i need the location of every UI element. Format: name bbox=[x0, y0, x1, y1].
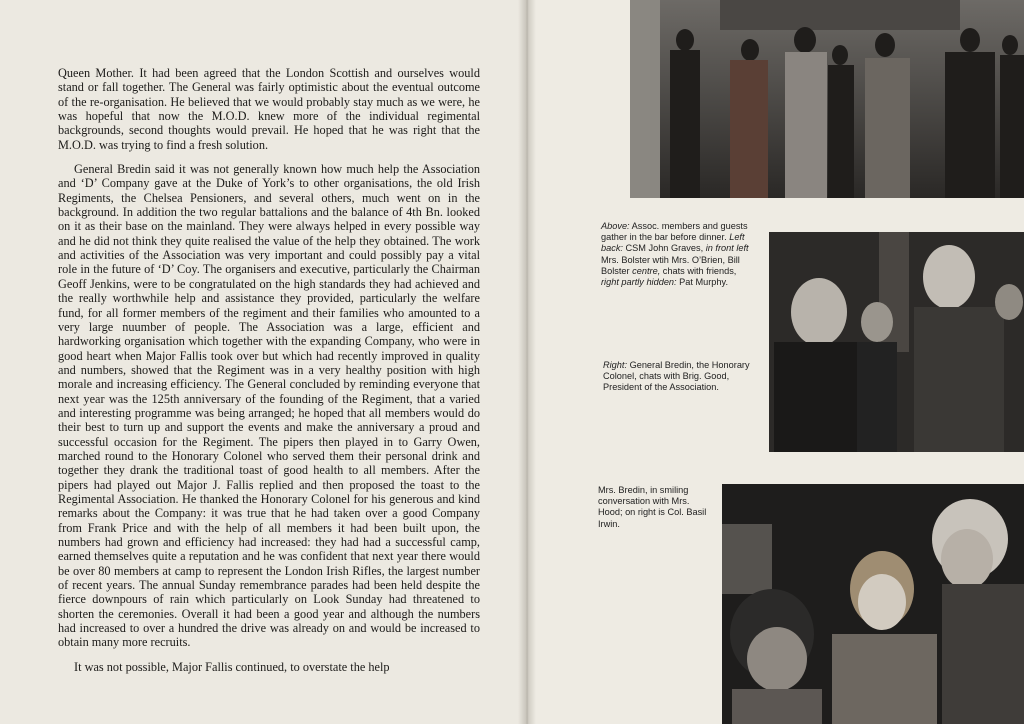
caption-above-text-4: chats with friends, bbox=[660, 265, 737, 276]
caption-above-text-5: Pat Murphy. bbox=[676, 277, 728, 288]
caption-above-em-1: Left back: bbox=[601, 232, 745, 254]
caption-above-lead: Above: bbox=[601, 221, 630, 231]
caption-above-em-2: in front left bbox=[705, 243, 749, 254]
book-gutter bbox=[518, 0, 536, 724]
caption-above-em-3: centre, bbox=[632, 265, 661, 276]
paragraph-3: It was not possible, Major Fallis continued, to overstate the help bbox=[74, 659, 390, 674]
caption-above bbox=[601, 221, 753, 288]
article-body bbox=[58, 66, 480, 684]
caption-bottom-text: Mrs. Bredin, in smiling conversation with Mrs. Hood; on right is Col. Basil Irwin. bbox=[598, 485, 707, 529]
caption-above-em-4: right partly hidden: bbox=[601, 277, 677, 288]
caption-above-text-1: Assoc. members and guests gather in the bar before dinner. bbox=[601, 221, 748, 243]
photo-mrs-bredin bbox=[722, 484, 1024, 724]
caption-bottom bbox=[598, 485, 713, 530]
caption-above-text-2: CSM John Graves, bbox=[622, 243, 706, 254]
caption-right-lead: Right: bbox=[603, 360, 628, 370]
photo-general-bredin bbox=[769, 232, 1024, 452]
photo-bar-gathering bbox=[630, 0, 1024, 198]
paragraph-1: Queen Mother. It had been agreed that the London Scottish and ourselves would stand or fall together. The General was fairly optimistic about the eventual outcome of the re-organisation. He believed that we would probably stay much as we were, he was hopeful that now the M.O.D. knew more of the individual regimental backgrounds, second thoughts would prevail. He hoped that he was right that the M.O.D. was trying to find a fresh solution. bbox=[58, 66, 480, 152]
caption-above-text-3: Mrs. Bolster wtih Mrs. O’Brien, Bill Bolster bbox=[601, 254, 740, 276]
caption-right bbox=[603, 360, 755, 394]
caption-right-text: General Bredin, the Honorary Colonel, chats with Brig. Good, President of the Association. bbox=[603, 360, 750, 393]
paragraph-2: General Bredin said it was not generally known how much help the Association and ‘D’ Company gave at the Duke of York’s to other organisations, the old Irish Regiments, the Chelsea Pensioners, and several others, much went on in the background. In addition the two regular battalions and the balance of 4th Bn. looked on it as their base on the mainland. They were always helped in every possible way and he did not think they quite realised the value of the help they obtained. The work and activities of the Association was very important and could possibly pay a vital role in the future of ‘D’ Coy. The organisers and executive, particularly the Chairman Geoff Jenkins, were to be congratulated on the high standards they had achieved and the really worthwhile help and assistance they provided, particularly the welfare fund, for all former members of the regiment and their families who amounted to a very large nuumber of people. The Association was a large, efficient and hardworking organisation which together with the expanding Company, who were in good heart when Major Fallis took over but which had recently improved in quality and numbers, showed that the Regiment was in a very healthy position with high morale and increasing efficiency. The General concluded by reminding everyone that next year was the 125th anniversary of the founding of the Regiment, that a varied and interesting programme was being arranged; he hoped that all members would do their best to turn up and support the events and make the anniversary a proud and successful occasion for the Regiment. The pipers then played in to Garry Owen, marched round to the Honorary Colonel who served them their personal drink and together they drank the traditional toast of good health to all members. After the pipers had played out Major J. Fallis replied and then proposed the toast to the Regimental Association. He thanked the Honorary Colonel for his generous and kind remarks about the Company: it was true that he had taken over a good Company from Frank Price and with the help of all members it had been built upon, the numbers had grown and efficiency had increased: they had had a successful camp, earned themselves quite a reputation and he was confident that next year there would be over 80 members at camp to represent the London Irish Rifles, the largest number of recent years. The annual Sunday remembrance parades had been held despite the fierce downpours of rain which particularly on Look Sunday had threatened to shorten the ceremonies. Overall it had been a good year and although the numbers had increased to over a hundred the drive was already on and would be increased to obtain many more recruits. bbox=[58, 162, 480, 650]
